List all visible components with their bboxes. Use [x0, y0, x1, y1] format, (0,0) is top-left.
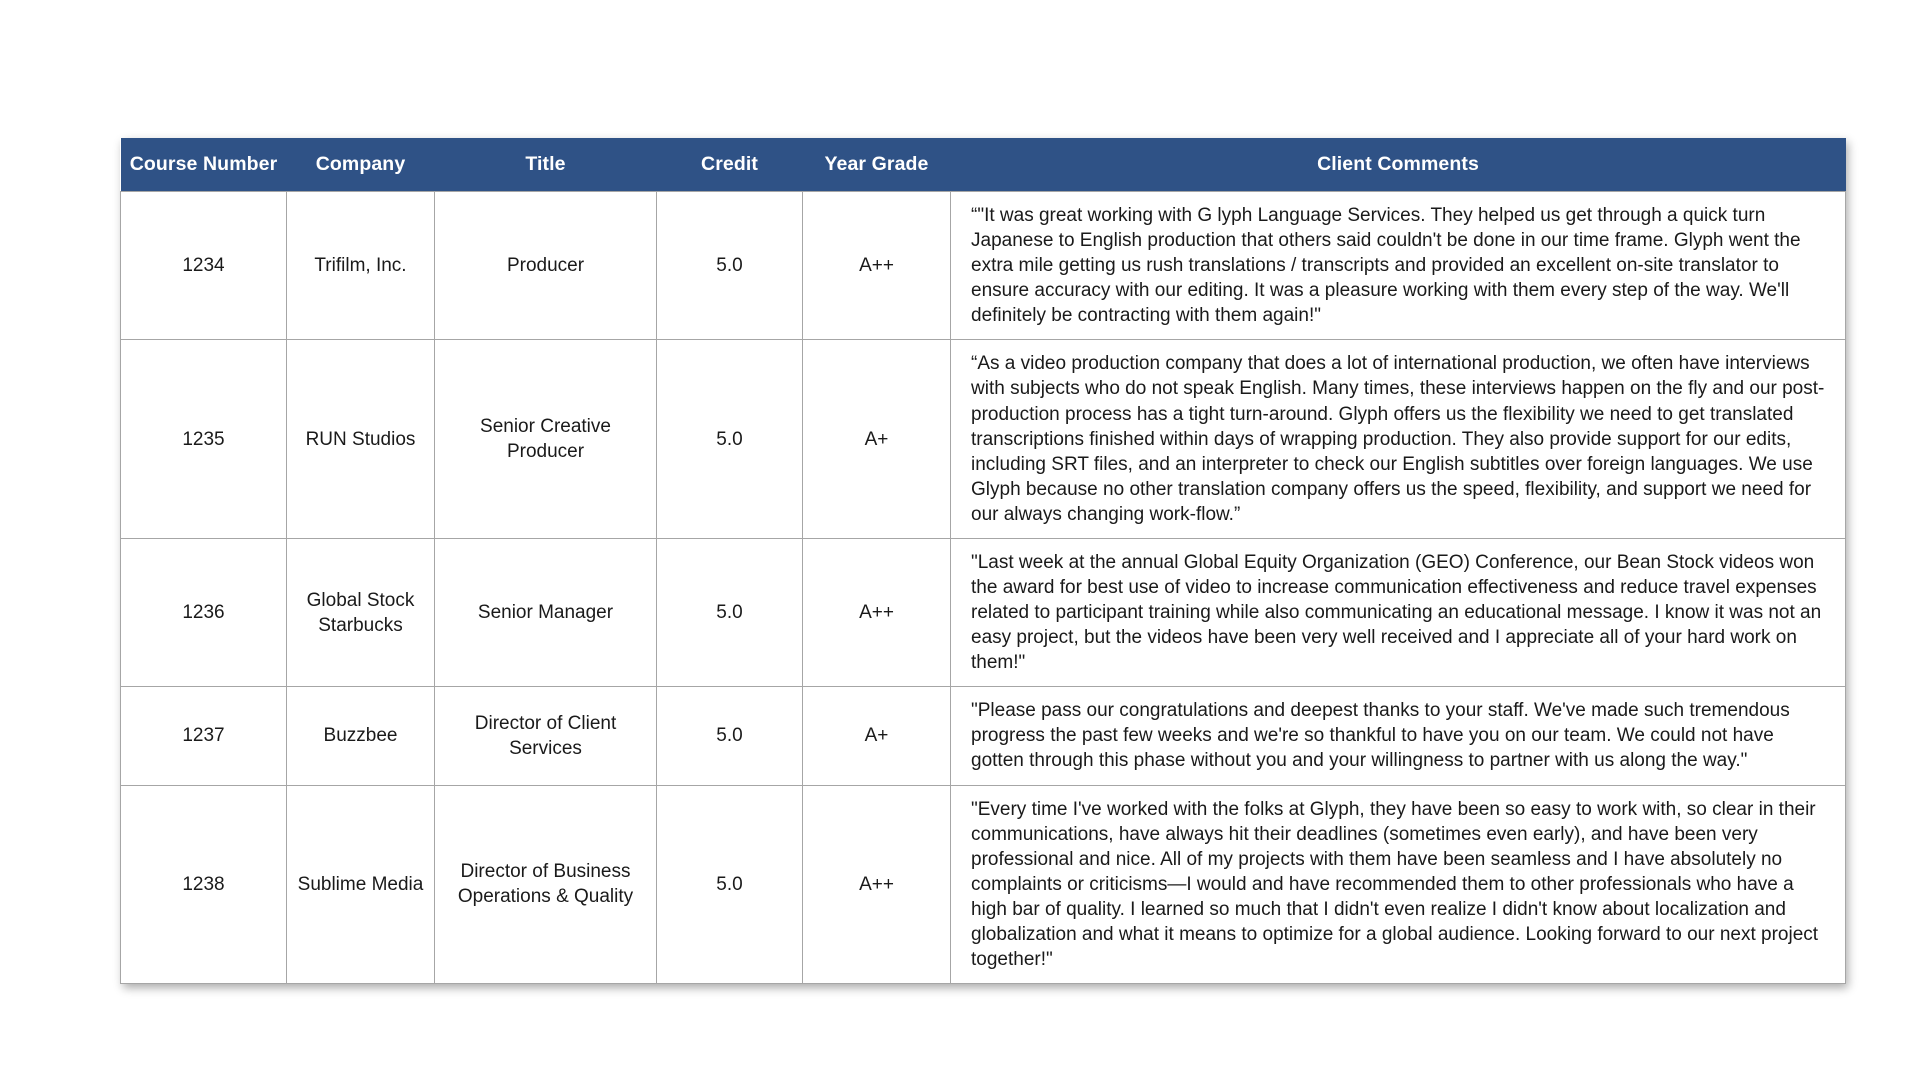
cell-credit: 5.0 — [657, 785, 803, 984]
cell-course-number: 1237 — [121, 687, 287, 785]
table-row — [121, 192, 1846, 340]
cell-course-number: 1234 — [121, 192, 287, 340]
cell-client-comments: "Last week at the annual Global Equity Organization (GEO) Conference, our Bean Stock videos won the award for best use of video to increase communication effectiveness and reduce travel expenses related to participant training while also communicating an educational message. I know it was not an easy project, but the videos have been very well received and I appreciate all of your hard work on them!" — [951, 538, 1846, 686]
cell-company: Sublime Media — [287, 785, 435, 984]
cell-client-comments: "Every time I've worked with the folks at Glyph, they have been so easy to work with, so clear in their communications, have always hit their deadlines (sometimes even early), and have been very professional and nice. All of my projects with them have been seamless and I have absolutely no complaints or criticisms—I would and have recommended them to other professionals who have a high bar of quality. I learned so much that I didn't even realize I didn't know about localization and globalization and what it means to optimize for a global audience. Looking forward to our next project together!" — [951, 785, 1846, 984]
cell-title: Producer — [435, 192, 657, 340]
cell-client-comments: “"It was great working with G lyph Language Services. They helped us get through a quick turn Japanese to English production that others said couldn't be done in our time frame. Glyph went the extra mile getting us rush translations / transcripts and provided an excellent on-site translator to ensure accuracy with our editing. It was a pleasure working with them every step of the way. We'll definitely be contracting with them again!" — [951, 192, 1846, 340]
cell-company: Global Stock Starbucks — [287, 538, 435, 686]
table-row — [121, 687, 1846, 785]
cell-title: Director of Business Operations & Quality — [435, 785, 657, 984]
cell-course-number: 1238 — [121, 785, 287, 984]
cell-credit: 5.0 — [657, 538, 803, 686]
cell-company: Buzzbee — [287, 687, 435, 785]
cell-year-grade: A++ — [803, 785, 951, 984]
column-header-credit[interactable]: Credit — [657, 138, 803, 192]
column-header-year-grade[interactable]: Year Grade — [803, 138, 951, 192]
cell-credit: 5.0 — [657, 687, 803, 785]
cell-title: Senior Creative Producer — [435, 340, 657, 539]
cell-course-number: 1235 — [121, 340, 287, 539]
cell-client-comments: "Please pass our congratulations and deepest thanks to your staff. We've made such tremendous progress the past few weeks and we're so thankful to have you on our team. We could not have gotten through this phase without you and your willingness to partner with us along the way." — [951, 687, 1846, 785]
cell-year-grade: A+ — [803, 340, 951, 539]
column-header-client-comments[interactable]: Client Comments — [951, 138, 1846, 192]
table-header-row — [121, 138, 1846, 192]
table-body — [121, 192, 1846, 984]
grades-table-container — [120, 138, 1845, 984]
column-header-title[interactable]: Title — [435, 138, 657, 192]
cell-client-comments: “As a video production company that does a lot of international production, we often have interviews with subjects who do not speak English. Many times, these interviews happen on the fly and our post-production process has a tight turn-around. Glyph offers us the flexibility we need to get translated transcriptions finished within days of wrapping production. They also provide support for our edits, including SRT files, and an interpreter to check our English subtitles over foreign languages. We use Glyph because no other translation company offers us the speed, flexibility, and support we need for our always changing work-flow.” — [951, 340, 1846, 539]
grades-table — [120, 138, 1846, 984]
cell-year-grade: A+ — [803, 687, 951, 785]
cell-course-number: 1236 — [121, 538, 287, 686]
cell-year-grade: A++ — [803, 538, 951, 686]
cell-title: Director of Client Services — [435, 687, 657, 785]
table-row — [121, 785, 1846, 984]
cell-company: Trifilm, Inc. — [287, 192, 435, 340]
cell-year-grade: A++ — [803, 192, 951, 340]
cell-title: Senior Manager — [435, 538, 657, 686]
cell-credit: 5.0 — [657, 192, 803, 340]
table-row — [121, 538, 1846, 686]
table-header — [121, 138, 1846, 192]
cell-company: RUN Studios — [287, 340, 435, 539]
cell-credit: 5.0 — [657, 340, 803, 539]
column-header-company[interactable]: Company — [287, 138, 435, 192]
column-header-course-number[interactable]: Course Number — [121, 138, 287, 192]
table-row — [121, 340, 1846, 539]
